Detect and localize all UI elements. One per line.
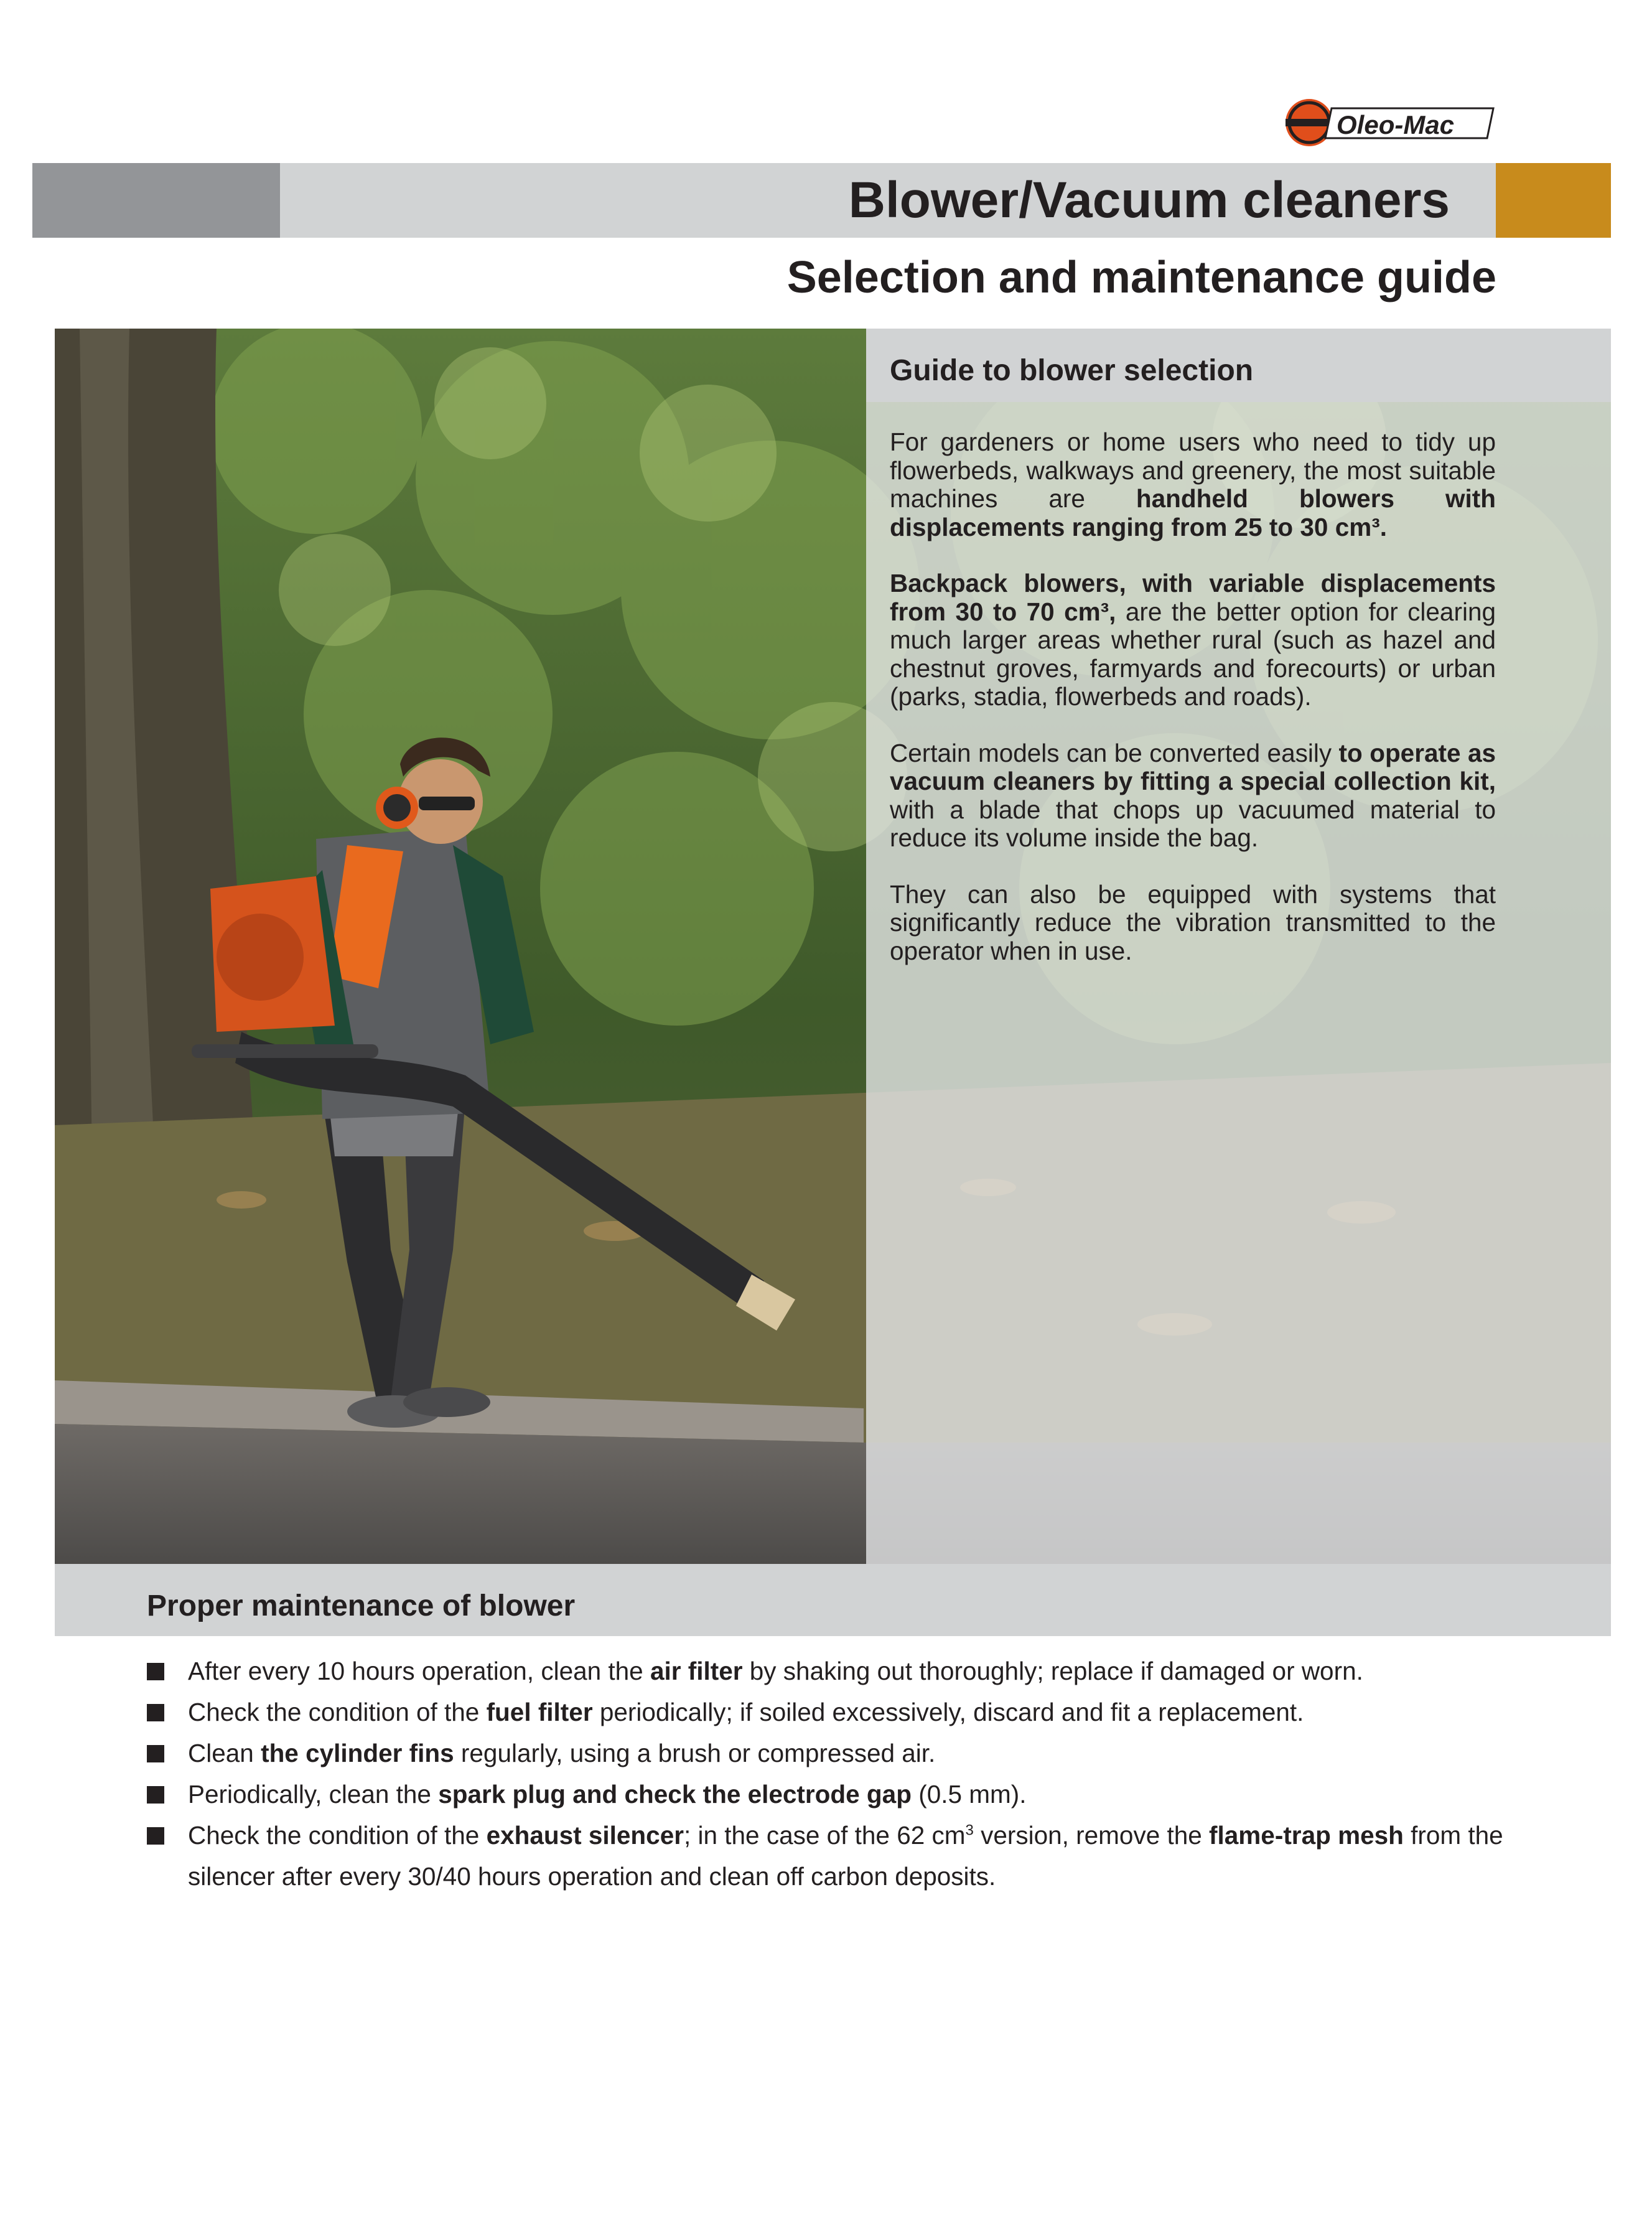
selection-paragraph-1 (890, 428, 1496, 541)
paragraph-bold: Backpack blowers, with variable displacements from 30 to 70 cm³, (890, 569, 1496, 626)
bullet-square-icon (147, 1786, 164, 1804)
bullet-square-icon (147, 1663, 164, 1680)
selection-paragraph-4: They can also be equipped with systems that significantly reduce the vibration transmitted to the operator when in use. (890, 879, 1496, 965)
list-item: Check the condition of the fuel filter periodically; if soiled excessively, discard and fit a replacement. (147, 1692, 1503, 1733)
page-subtitle: Selection and maintenance guide (786, 253, 1496, 302)
logo-text: Oleo-Mac (1337, 110, 1455, 139)
bullet-square-icon (147, 1827, 164, 1845)
paragraph-text: are the better option for clearing much larger areas whether rural (such as hazel and chestnut groves, farmyards and forecourts) or urban (parks, stadia, flowerbeds and roads). (890, 597, 1496, 711)
paragraph-text: Certain models can be converted easily (890, 738, 1339, 767)
list-item: After every 10 hours operation, clean the air filter by shaking out thoroughly; replace if damaged or worn. (147, 1650, 1503, 1692)
selection-paragraph-3 (890, 739, 1496, 853)
selection-heading: Guide to blower selection (890, 354, 1254, 387)
page-title: Blower/Vacuum cleaners (848, 172, 1450, 228)
bullet-square-icon (147, 1745, 164, 1762)
paragraph-bold: to operate as vacuum cleaners by fitting a special collection kit, (890, 738, 1496, 795)
maintenance-heading: Proper maintenance of blower (147, 1589, 576, 1622)
list-item: Check the condition of the exhaust silencer; in the case of the 62 $cm^3$ version, remove the flame-trap mesh from the silencer after every 30/40 hours operation and clean off carbon deposits. (147, 1815, 1503, 1897)
oleo-mac-logo (1282, 95, 1500, 151)
selection-text (890, 428, 1496, 993)
list-item: Clean the cylinder fins regularly, using a brush or compressed air. (147, 1733, 1503, 1774)
paragraph-text: with a blade that chops up vacuumed material to reduce its volume inside the bag. (890, 795, 1496, 852)
paragraph-text: For gardeners or home users who need to tidy up flowerbeds, walkways and greenery, the most suitable machines are (890, 428, 1496, 513)
bullet-square-icon (147, 1704, 164, 1721)
title-band-dark (32, 163, 280, 238)
selection-paragraph-2 (890, 569, 1496, 711)
title-band-gold (1496, 163, 1611, 238)
maintenance-list (147, 1650, 1503, 1897)
paragraph-bold: handheld blowers with displacements ranging from 25 to 30 cm³. (890, 484, 1496, 541)
list-item: Periodically, clean the spark plug and check the electrode gap (0.5 mm). (147, 1774, 1503, 1815)
